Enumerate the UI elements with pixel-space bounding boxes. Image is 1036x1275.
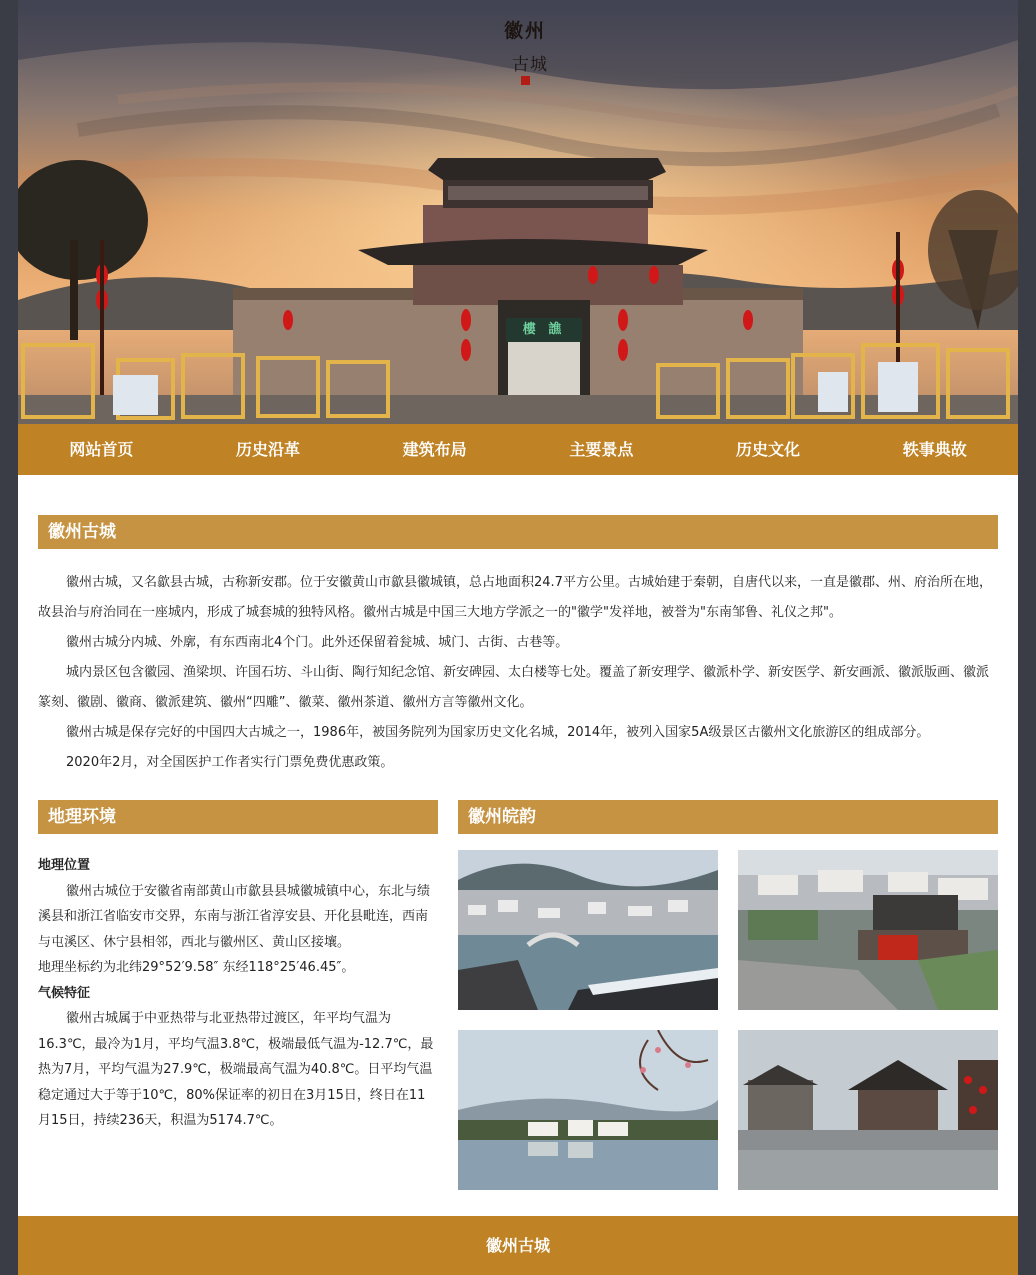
gate-aerial-image — [738, 850, 998, 1010]
hero-banner — [18, 0, 1018, 424]
main-nav — [18, 424, 1018, 475]
intro-body — [38, 568, 998, 778]
gallery-photo-gate-aerial[interactable] — [738, 850, 998, 1010]
nav-item-home[interactable]: 网站首页 — [69, 440, 134, 459]
square-buildings-image — [738, 1030, 998, 1190]
coords-text: 地理坐标约为北纬29°52′9.58″ 东经118°25′46.45″。 — [38, 960, 355, 975]
gate-plaque: 樓 譙 — [522, 322, 566, 337]
geo-body — [38, 853, 438, 1134]
location-heading: 地理位置 — [38, 858, 91, 873]
page-container — [18, 0, 1018, 1275]
site-logo — [496, 8, 556, 88]
footer: 徽州古城 — [18, 1216, 1018, 1275]
intro-paragraph: 城内景区包含徽园、渔梁坝、许国石坊、斗山街、陶行知纪念馆、新安碑园、太白楼等七处。覆盖了新安理学、徽派朴学、新安医学、新安画派、徽派版画、徽派篆刻、徽剧、徽商、徽派建筑、徽州“四雕”、徽菜、徽州茶道、徽州方言等徽州文化。 — [38, 665, 990, 710]
intro-section-title: 徽州古城 — [38, 515, 998, 549]
nav-item-culture[interactable]: 历史文化 — [736, 440, 801, 459]
gallery-photo-square[interactable] — [738, 1030, 998, 1190]
climate-text: 徽州古城属于中亚热带与北亚热带过渡区，年平均气温为16.3℃，最冷为1月，平均气温3.8℃，极端最低气温为-12.7℃，最热为7月，平均气温为27.9℃，极端最高气温为40.8℃。日平均气温稳定通过大于等于10℃，80%保证率的初日在3月15日，终日在11月15日，持续236天，积温为5174.7℃。 — [38, 1011, 434, 1128]
intro-paragraph: 徽州古城是保存完好的中国四大古城之一，1986年，被国务院列为国家历史文化名城，2014年，被列入国家5A级景区古徽州文化旅游区的组成部分。 — [66, 725, 930, 740]
geo-section-title: 地理环境 — [38, 800, 438, 834]
nav-item-history[interactable]: 历史沿革 — [236, 440, 301, 459]
gallery-photo-village[interactable] — [458, 850, 718, 1010]
village-lake-image — [458, 850, 718, 1010]
nav-item-attractions[interactable]: 主要景点 — [569, 440, 634, 459]
climate-heading: 气候特征 — [38, 985, 91, 1001]
gallery-section-title: 徽州皖韵 — [458, 800, 998, 834]
nav-item-anecdotes[interactable]: 轶事典故 — [902, 440, 967, 459]
logo-seal — [521, 76, 530, 85]
intro-paragraph: 徽州古城分内城、外廓，有东西南北4个门。此外还保留着瓮城、城门、古街、古巷等。 — [66, 635, 569, 650]
logo-line-2: 古城 — [512, 55, 548, 75]
river-village-image — [458, 1030, 718, 1190]
gallery-photo-river[interactable] — [458, 1030, 718, 1190]
intro-paragraph: 2020年2月，对全国医护工作者实行门票免费优惠政策。 — [66, 755, 394, 770]
intro-paragraph: 徽州古城，又名歙县古城，古称新安郡。位于安徽黄山市歙县徽城镇，总占地面积24.7平方公里。古城始建于秦朝，自唐代以来，一直是徽郡、州、府治所在地，故县治与府治同在一座城内，形成了城套城的独特风格。徽州古城是中国三大地方学派之一的"徽学"发祥地，被誉为"东南邹鲁、礼仪之邦"。 — [38, 575, 992, 620]
logo-line-1: 徽州 — [504, 20, 547, 42]
nav-item-architecture[interactable]: 建筑布局 — [402, 440, 467, 459]
location-text: 徽州古城位于安徽省南部黄山市歙县县城徽城镇中心，东北与绩溪县和浙江省临安市交界，东南与浙江省淳安县、开化县毗连，西南与屯溪区、休宁县相邻，西北与徽州区、黄山区接壤。 — [38, 883, 431, 950]
